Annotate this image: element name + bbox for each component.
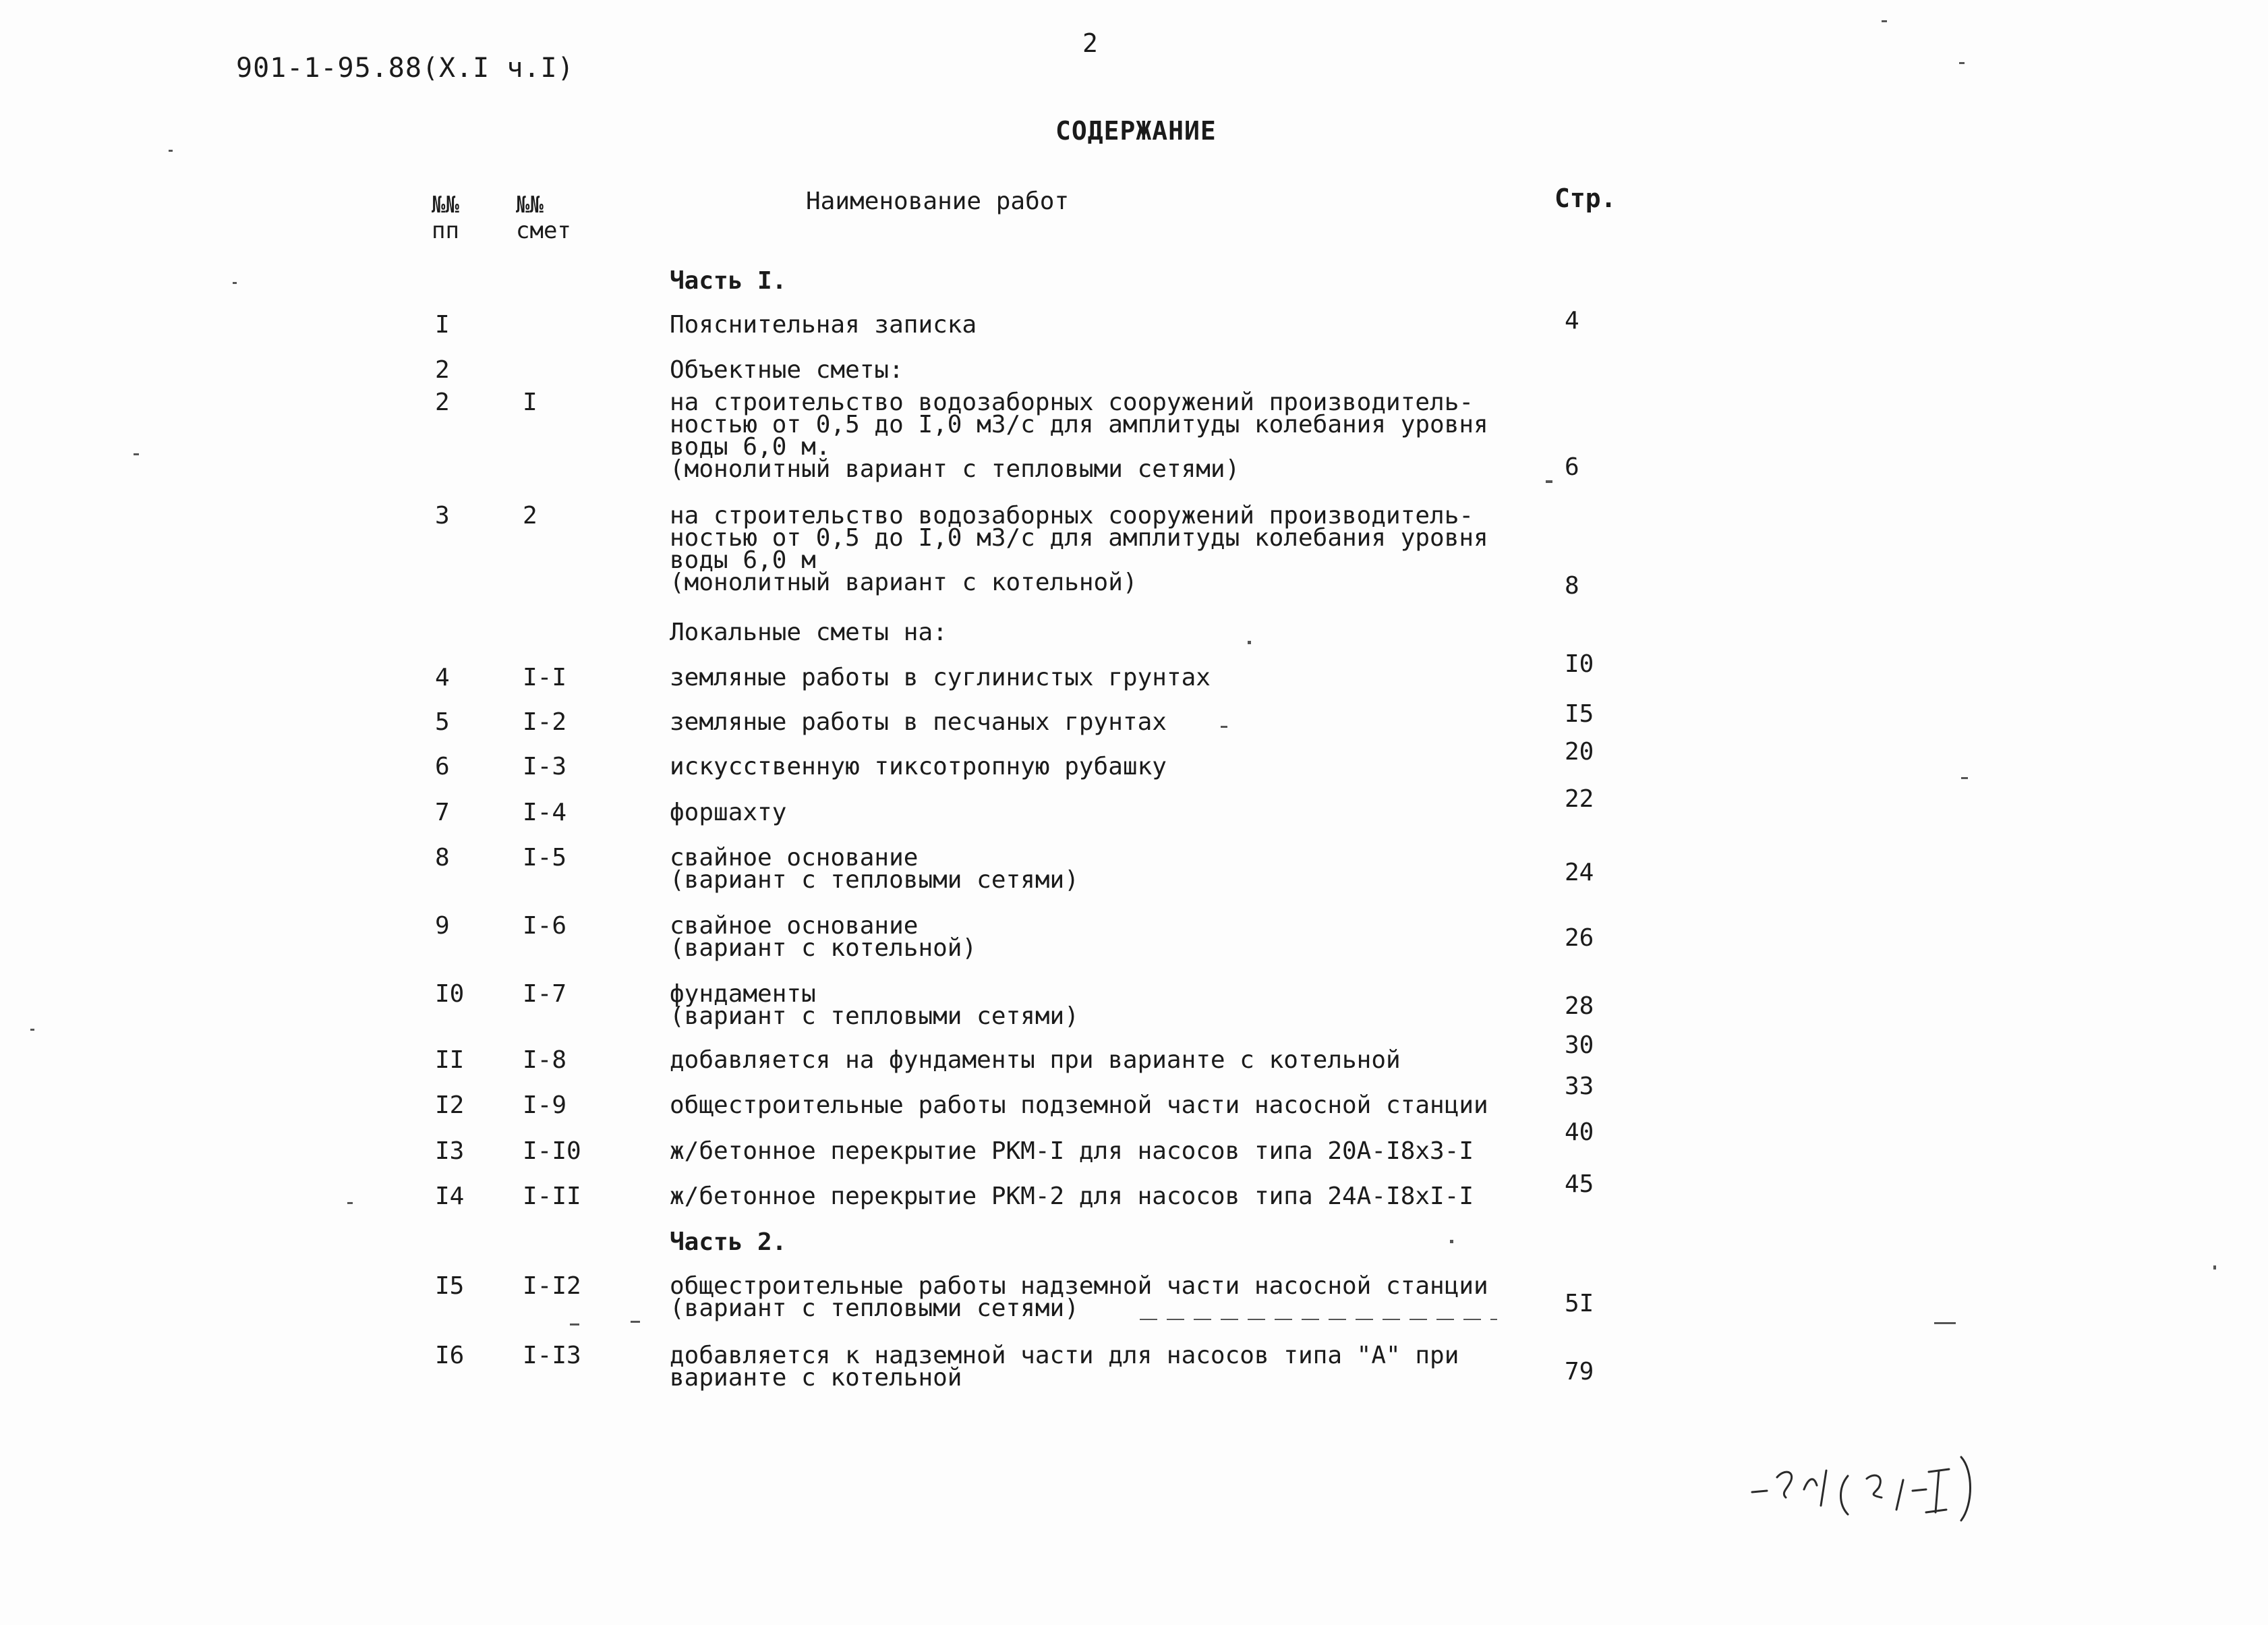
row-number: 2 <box>435 356 450 384</box>
estimate-number: I-I <box>523 664 567 691</box>
scan-speck <box>233 282 237 284</box>
work-name: земляные работы в песчаных грунтах <box>670 708 1167 736</box>
work-name: искусственную тиксотропную рубашку <box>670 753 1167 780</box>
header-estimate-number-line1: №№ <box>516 192 544 219</box>
work-name: добавляется на фундаменты при варианте с котельной <box>670 1046 1401 1074</box>
estimate-number: I-8 <box>523 1046 567 1074</box>
estimate-number: I <box>523 389 537 416</box>
scan-speck <box>169 150 173 152</box>
page-ref: 40 <box>1565 1118 1594 1146</box>
page-ref: 28 <box>1565 992 1594 1020</box>
work-name: свайное основание (вариант с тепловыми сетями) <box>670 844 1079 894</box>
estimate-number: I-I3 <box>523 1342 581 1369</box>
estimate-number: I-3 <box>523 753 567 780</box>
page-ref: I0 <box>1565 650 1594 678</box>
row-number: 4 <box>435 664 450 691</box>
work-name: земляные работы в суглинистых грунтах <box>670 664 1211 691</box>
scan-speck <box>347 1202 353 1204</box>
page-ref: 30 <box>1565 1031 1594 1059</box>
work-name: ж/бетонное перекрытие РКМ-2 для насосов типа 24А-I8хI-I <box>670 1182 1474 1210</box>
dotted-leader <box>1140 1319 1497 1320</box>
header-estimate-number-line2: смет <box>516 217 571 244</box>
work-name: общестроительные работы надземной части насосной станции (вариант с тепловыми сетями) <box>670 1272 1488 1322</box>
row-number: I <box>435 311 450 339</box>
estimate-number: I-7 <box>523 980 567 1008</box>
page-ref: 33 <box>1565 1073 1594 1100</box>
row-number: I5 <box>435 1272 465 1300</box>
estimate-number: I-9 <box>523 1091 567 1119</box>
scan-speck <box>1450 1240 1453 1243</box>
document-code: 901-1-95.88(X.I ч.I) <box>236 53 575 84</box>
estimate-number: I-2 <box>523 708 567 736</box>
page-ref: 45 <box>1565 1170 1594 1198</box>
estimate-number: I-5 <box>523 844 567 872</box>
estimate-number: I-I0 <box>523 1137 581 1165</box>
page-ref: 6 <box>1565 453 1579 481</box>
row-number: 6 <box>435 753 450 780</box>
estimate-number: I-4 <box>523 799 567 826</box>
work-name: ж/бетонное перекрытие РКМ-I для насосов типа 20А-I8х3-I <box>670 1137 1474 1165</box>
scan-speck <box>2213 1265 2216 1270</box>
header-work-name: Наименование работ <box>806 188 1070 215</box>
page-ref: 4 <box>1565 307 1579 335</box>
work-name: форшахту <box>670 799 787 826</box>
scan-speck <box>1248 641 1251 644</box>
scan-speck <box>1546 480 1552 483</box>
page-ref: I5 <box>1565 700 1594 728</box>
work-name: фундаменты (вариант с тепловыми сетями) <box>670 980 1079 1030</box>
scan-speck <box>1882 20 1887 22</box>
row-number: 2 <box>435 389 450 416</box>
work-name: Объектные сметы: <box>670 356 904 384</box>
row-number: I4 <box>435 1182 465 1210</box>
row-number: 8 <box>435 844 450 872</box>
scan-speck <box>631 1321 640 1323</box>
row-number: 7 <box>435 799 450 826</box>
page-title: СОДЕРЖАНИЕ <box>1055 116 1217 146</box>
work-name: Часть 2. <box>670 1228 787 1256</box>
row-number: I2 <box>435 1091 465 1119</box>
page-ref: 20 <box>1565 738 1594 766</box>
page-ref: 5I <box>1565 1290 1594 1317</box>
work-name: свайное основание (вариант с котельной) <box>670 912 977 962</box>
row-number: 3 <box>435 502 450 530</box>
row-number: 9 <box>435 912 450 940</box>
page-ref: 22 <box>1565 785 1594 813</box>
estimate-number: I-6 <box>523 912 567 940</box>
scan-speck <box>1959 62 1965 64</box>
row-number: II <box>435 1046 465 1074</box>
page-ref: 26 <box>1565 924 1594 952</box>
scan-speck <box>1934 1322 1956 1324</box>
header-row-number-line2: пп <box>432 217 459 244</box>
page-number: 2 <box>1082 28 1098 58</box>
work-name: Пояснительная записка <box>670 311 977 339</box>
work-name: на строительство водозаборных сооружений производитель- ностью от 0,5 до I,0 м3/с для амплитуды колебания уровня воды 6,0 м. (монолитный вариант с тепловыми сетями) <box>670 389 1488 483</box>
work-name: добавляется к надземной части для насосов типа "А" при варианте с котельной <box>670 1342 1459 1392</box>
row-number: I3 <box>435 1137 465 1165</box>
header-row-number-line1: №№ <box>432 192 459 219</box>
scan-speck <box>1221 726 1227 728</box>
row-number: I0 <box>435 980 465 1008</box>
handwritten-signature <box>1747 1450 2057 1524</box>
page-ref: 24 <box>1565 859 1594 886</box>
work-name: общестроительные работы подземной части насосной станции <box>670 1091 1488 1119</box>
scan-speck <box>30 1029 34 1031</box>
scan-speck <box>1961 777 1968 779</box>
estimate-number: I-I2 <box>523 1272 581 1300</box>
work-name: на строительство водозаборных сооружений производитель- ностью от 0,5 до I,0 м3/с для амплитуды колебания уровня воды 6,0 м (монолитный вариант с котельной) <box>670 502 1488 596</box>
page-ref: 8 <box>1565 572 1579 600</box>
header-page: Стр. <box>1554 183 1617 213</box>
work-name: Локальные сметы на: <box>670 619 948 646</box>
scan-speck <box>570 1323 579 1325</box>
row-number: I6 <box>435 1342 465 1369</box>
scan-speck <box>134 453 139 455</box>
row-number: 5 <box>435 708 450 736</box>
estimate-number: I-II <box>523 1182 581 1210</box>
estimate-number: 2 <box>523 502 537 530</box>
page-ref: 79 <box>1565 1358 1594 1386</box>
work-name: Часть I. <box>670 267 787 295</box>
